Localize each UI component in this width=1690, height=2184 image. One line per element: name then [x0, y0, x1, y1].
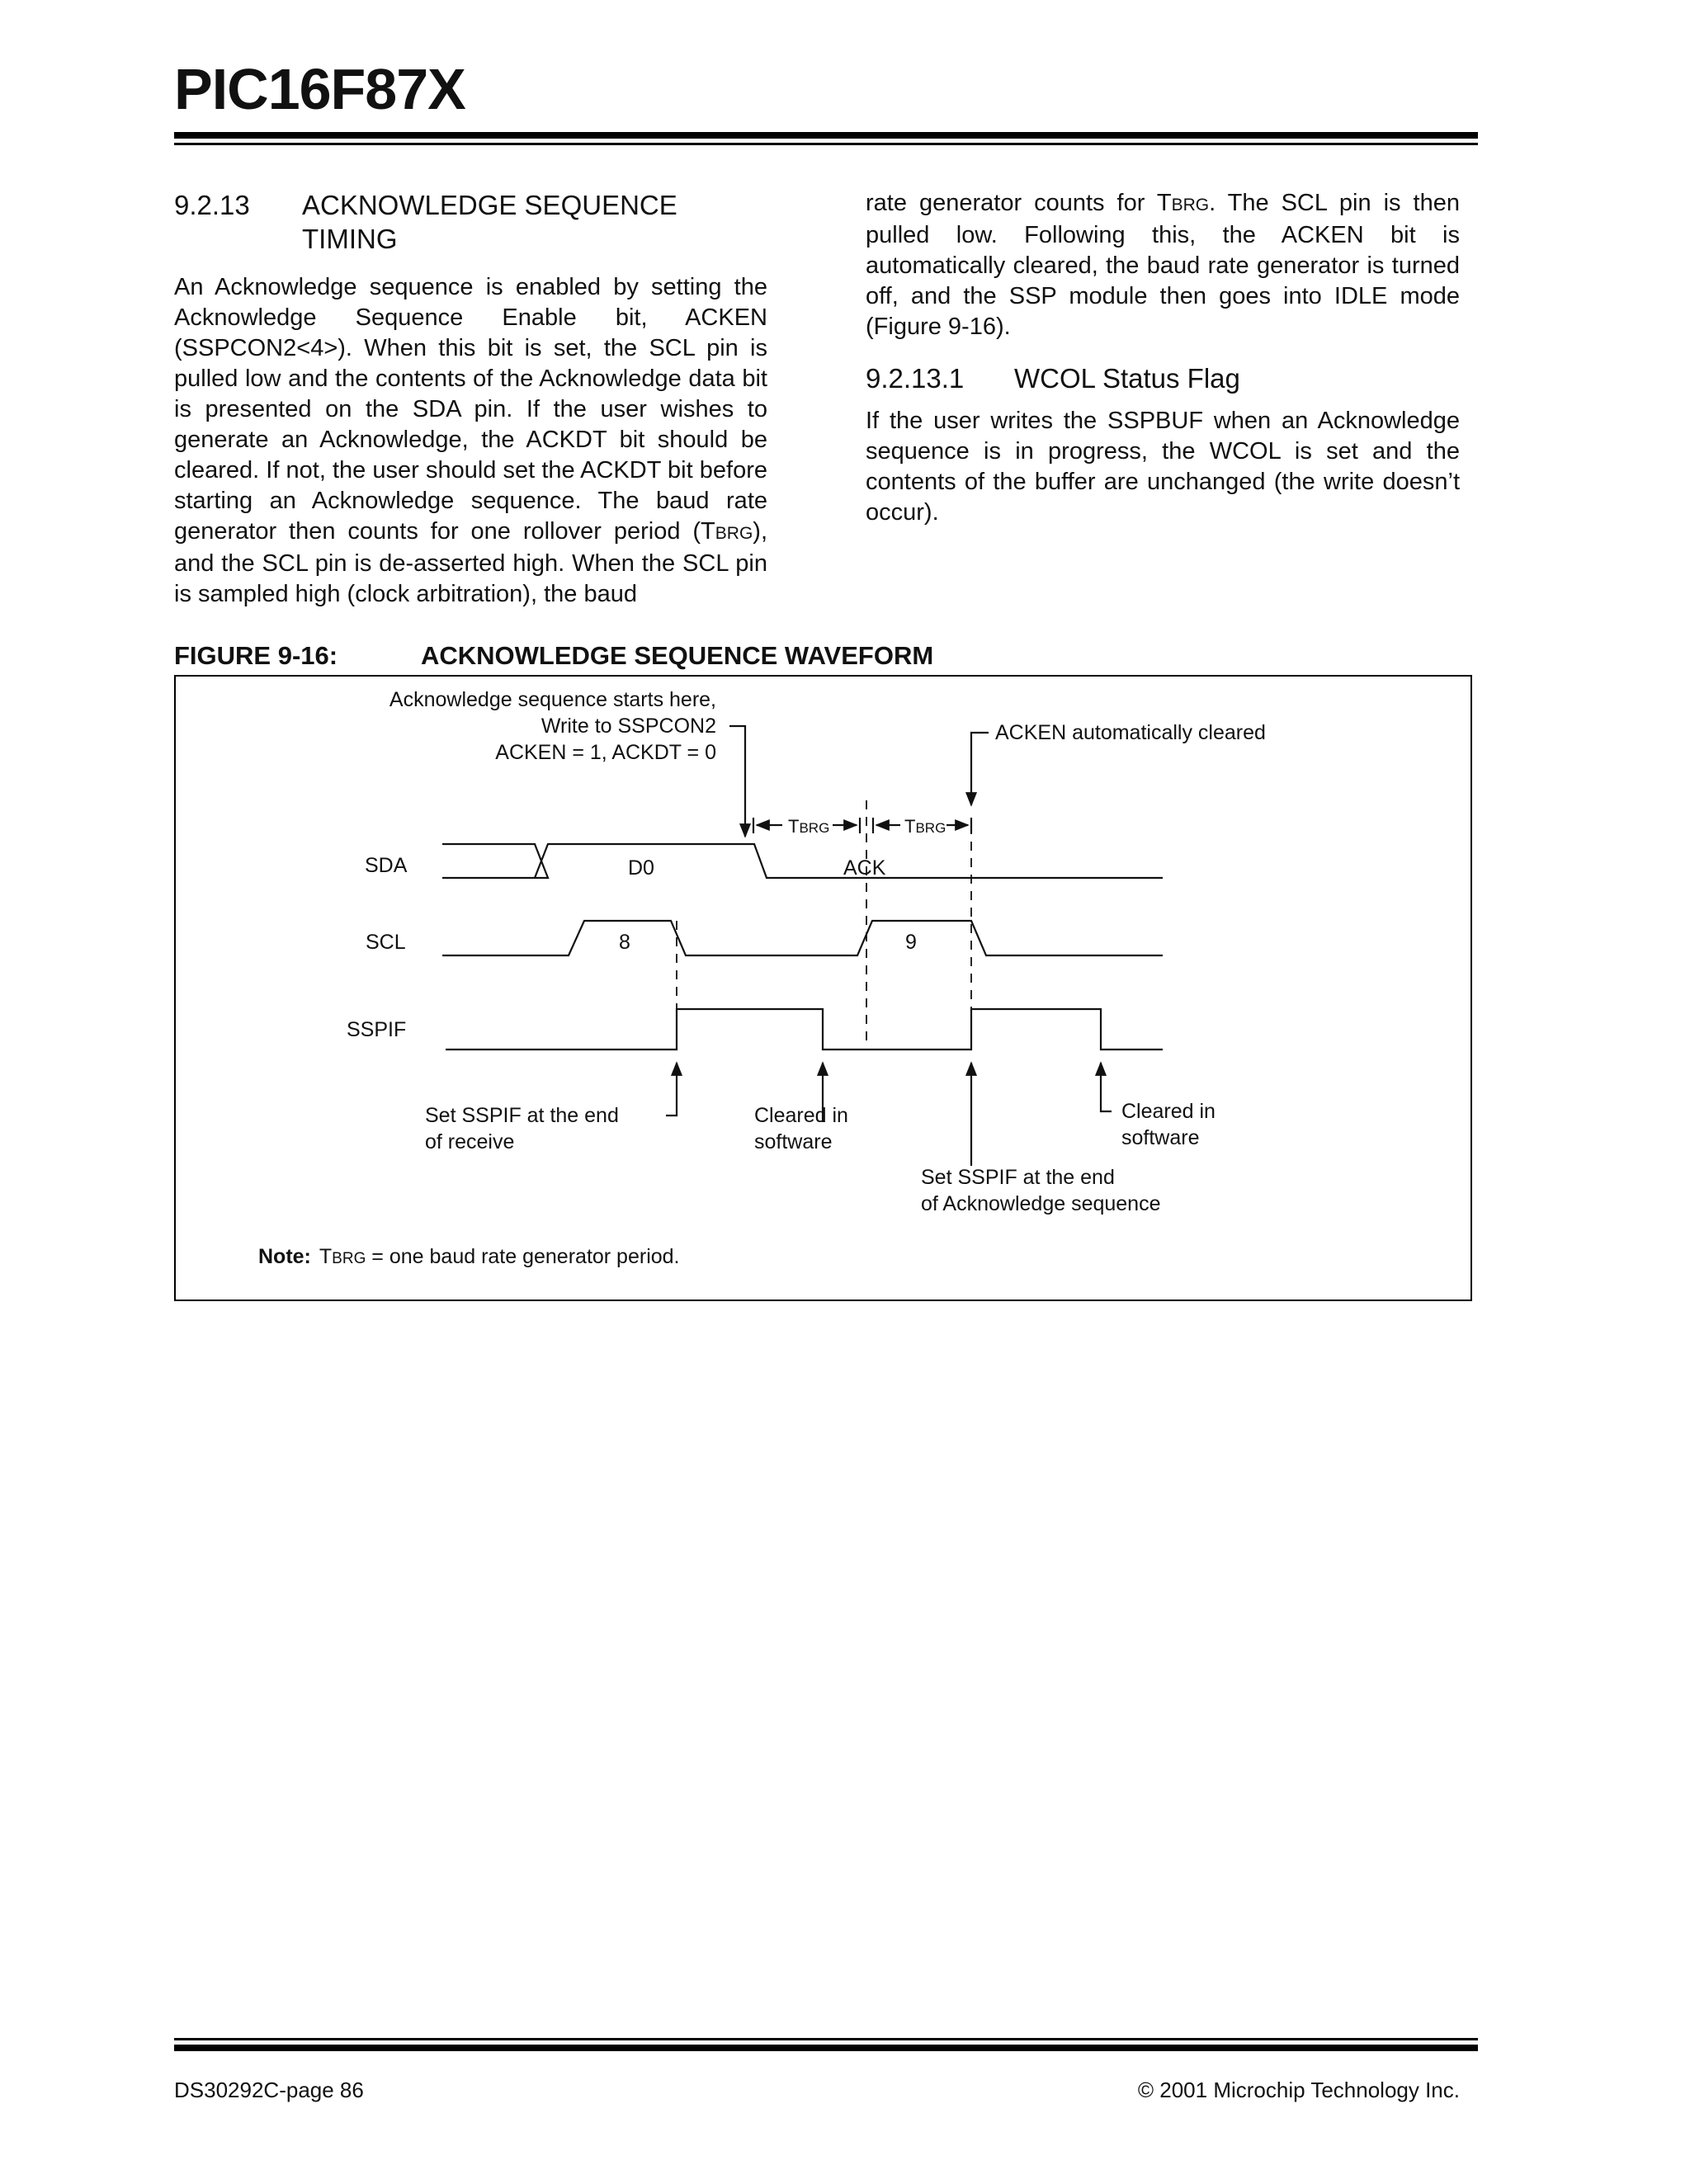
scl-waveform: [442, 921, 1163, 955]
section-number: 9.2.13: [174, 190, 250, 220]
section-title-line-1: ACKNOWLEDGE SEQUENCE: [302, 190, 677, 220]
note-label: Note:: [258, 1245, 311, 1268]
tbrg-sub: BRG: [1171, 196, 1210, 215]
header-rule-thin: [174, 143, 1478, 145]
cleared-software-2-line-1: Cleared in: [1121, 1100, 1216, 1123]
subsection-number: 9.2.13.1: [866, 363, 965, 394]
scl-label: SCL: [366, 931, 406, 954]
baud-rate-paragraph: [866, 188, 1460, 342]
footer-page-id: DS30292C-page 86: [174, 2078, 364, 2102]
footer-rule-thick: [174, 2045, 1478, 2051]
header-rule-thick: [174, 132, 1478, 139]
set-sspif-receive-arrow: [666, 1063, 677, 1116]
d0-label: D0: [628, 856, 654, 880]
para-text-2: . The SCL pin is then pulled low. Following this, the ACKEN bit is automatically cleared, the baud rate generator is turned off, and the SSP module then goes into IDLE mode (Figure 9-16).: [866, 190, 1460, 340]
figure-note: [258, 1245, 680, 1268]
cleared-software-2-arrow: [1101, 1063, 1112, 1111]
tbrg-label-2: [904, 816, 946, 837]
tbrg-t: T: [788, 816, 800, 837]
start-here-annotation: [389, 688, 716, 764]
timing-guides: [677, 800, 971, 1044]
tbrg-t: T: [701, 518, 715, 545]
tbrg-sub: BRG: [332, 1250, 366, 1267]
figure-title: ACKNOWLEDGE SEQUENCE WAVEFORM: [421, 641, 934, 670]
sda-waveform: [442, 844, 1163, 878]
start-here-line-1: Acknowledge sequence starts here,: [389, 688, 716, 711]
clock-9-label: 9: [905, 931, 917, 954]
tbrg-sub: BRG: [799, 820, 830, 836]
acken-cleared-arrow: [971, 733, 989, 805]
subsection-title: WCOL Status Flag: [1014, 363, 1240, 394]
figure-label: FIGURE 9-16:: [174, 641, 338, 670]
tbrg-sub: BRG: [915, 820, 946, 836]
clock-8-label: 8: [619, 931, 630, 954]
set-sspif-ack-line-1: Set SSPIF at the end: [921, 1166, 1115, 1189]
para-text-1: An Acknowledge sequence is enabled by setting the Acknowledge Sequence Enable bit, ACKEN (SSPCON2<4>). When this bit is set, the SCL pin is pulled low and the contents of the Acknowledge data bit is presented on the SDA pin. If the user wishes to generate an Acknowledge, the ACKDT bit should be cleared. If not, the user should set the ACKDT bit before starting an Acknowledge sequence. The baud rate generator then counts for one rollover period (: [174, 274, 767, 545]
tbrg-t: T: [1156, 190, 1172, 216]
section-title-line-2: TIMING: [302, 224, 398, 254]
cleared-software-1-line-2: software: [754, 1130, 833, 1153]
tbrg-t: T: [904, 816, 916, 837]
acken-cleared-label: ACKEN automatically cleared: [995, 721, 1266, 744]
set-sspif-receive-line-2: of receive: [425, 1130, 515, 1153]
start-here-line-2: Write to SSPCON2: [541, 715, 716, 738]
footer-rule-thin: [174, 2038, 1478, 2040]
ack-label: ACK: [843, 856, 886, 880]
page-title: PIC16F87X: [174, 57, 465, 121]
section-title: [302, 188, 677, 256]
start-here-arrow: [729, 726, 745, 837]
start-here-line-3: ACKEN = 1, ACKDT = 0: [495, 741, 716, 764]
para-text-2: ), and the SCL pin is de-asserted high. When the SCL pin is sampled high (clock arbitration), the baud: [174, 518, 767, 607]
tbrg-sub: BRG: [715, 524, 753, 543]
set-sspif-ack-line-2: of Acknowledge sequence: [921, 1192, 1161, 1215]
sspif-waveform: [446, 1009, 1163, 1050]
cleared-software-1-line-1: Cleared in: [754, 1104, 848, 1127]
footer-copyright: © 2001 Microchip Technology Inc.: [1137, 2078, 1460, 2102]
sspif-label: SSPIF: [347, 1018, 407, 1041]
acknowledge-sequence-paragraph: [174, 272, 767, 610]
wcol-paragraph: If the user writes the SSPBUF when an Acknowledge sequence is in progress, the WCOL is set and the contents of the buffer are unchanged (the write doesn’t occur).: [866, 408, 1460, 526]
waveform-diagram: [176, 677, 1470, 1300]
tbrg-t: T: [319, 1245, 333, 1268]
tbrg-label-1: [788, 816, 829, 837]
note-text: = one baud rate generator period.: [366, 1245, 680, 1268]
cleared-software-2-line-2: software: [1121, 1126, 1200, 1149]
figure-box: [174, 675, 1472, 1301]
sda-label: SDA: [365, 854, 408, 877]
para-text-1: rate generator counts for: [866, 190, 1157, 216]
set-sspif-receive-line-1: Set SSPIF at the end: [425, 1104, 619, 1127]
